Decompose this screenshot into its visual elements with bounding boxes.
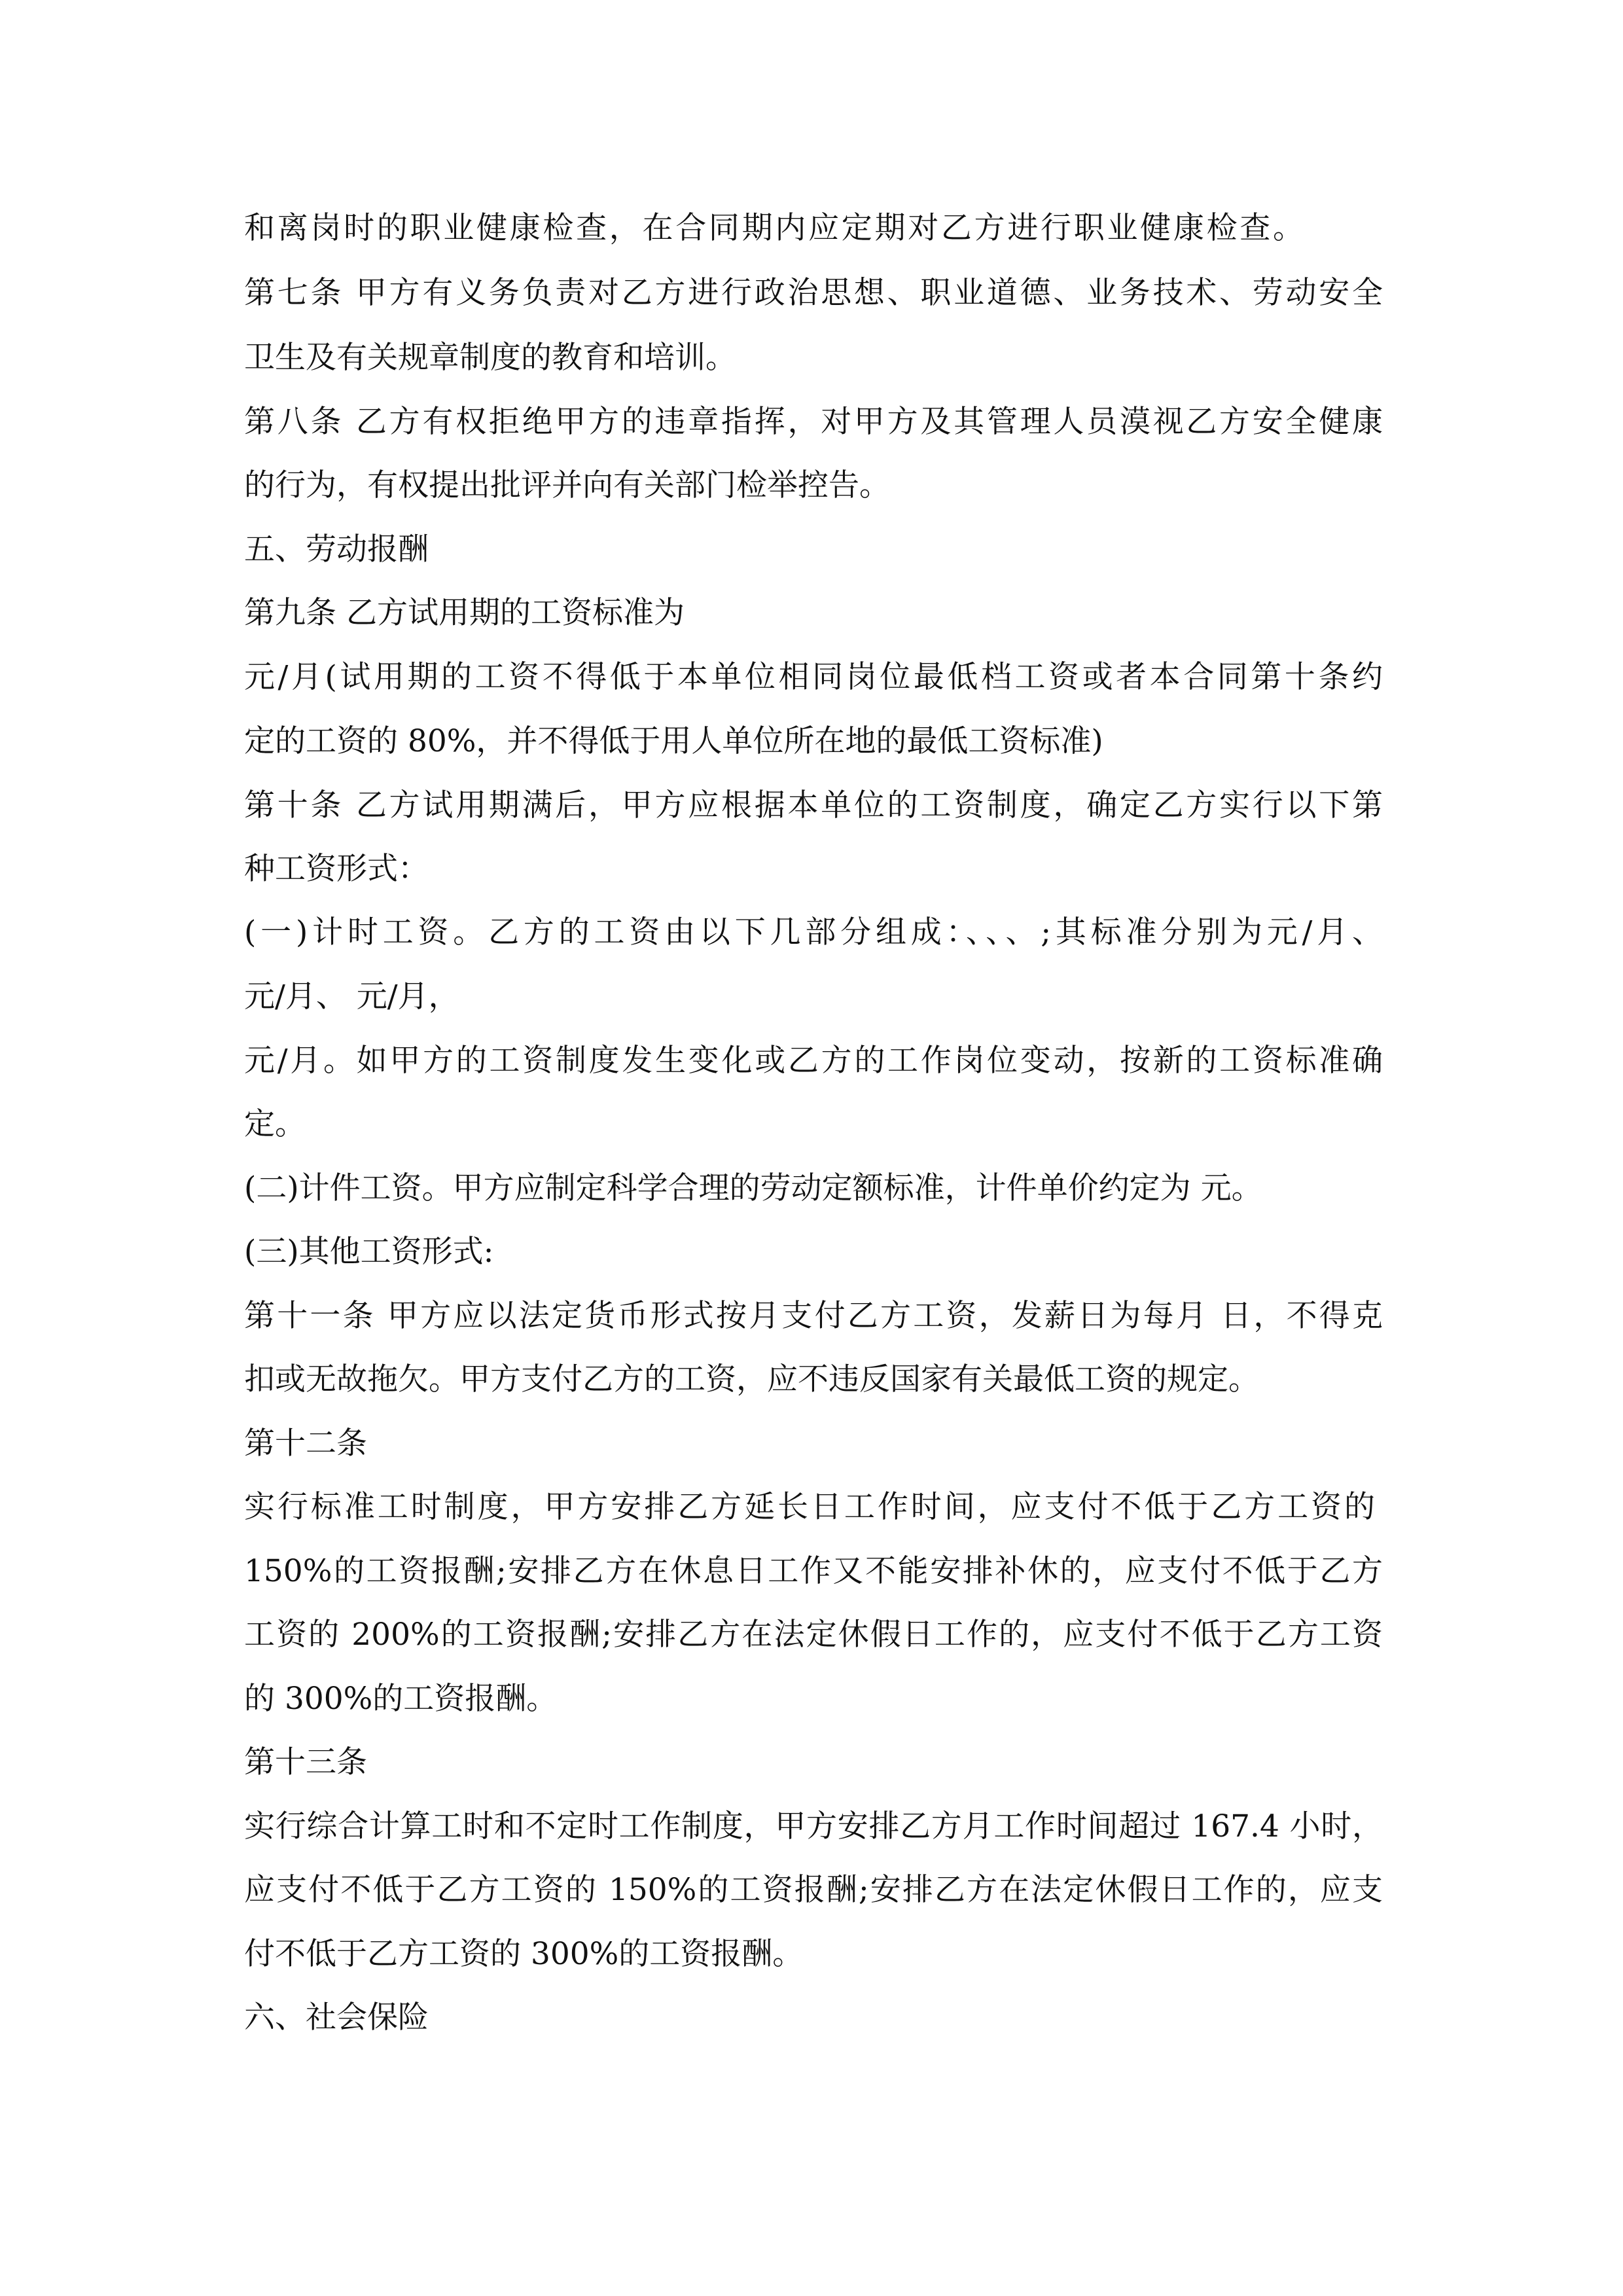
- text-line: 元/月(试用期的工资不得低于本单位相同岗位最低档工资或者本合同第十条约: [244, 659, 1383, 695]
- text-line: (三)其他工资形式:: [244, 1234, 494, 1270]
- text-line: 实行综合计算工时和不定时工作制度，甲方安排乙方月工作时间超过 167.4 小时，: [244, 1808, 1383, 1844]
- text-line: 实行标准工时制度，甲方安排乙方延长日工作时间，应支付不低于乙方工资的: [244, 1489, 1375, 1525]
- text-line: 卫生及有关规章制度的教育和培训。: [244, 340, 736, 376]
- text-line: 工资的 200%的工资报酬;安排乙方在法定休假日工作的，应支付不低于乙方工资: [244, 1617, 1383, 1653]
- text-line: 第十一条 甲方应以法定货币形式按月支付乙方工资，发薪日为每月 日，不得克: [244, 1298, 1383, 1334]
- text-line: 的 300%的工资报酬。: [244, 1681, 558, 1717]
- section-heading: 六、社会保险: [244, 2000, 429, 2036]
- text-line: 和离岗时的职业健康检查，在合同期内应定期对乙方进行职业健康检查。: [244, 210, 1304, 246]
- text-line: 定。: [244, 1106, 306, 1142]
- text-line: (二)计件工资。甲方应制定科学合理的劳动定额标准，计件单价约定为 元。: [244, 1170, 1262, 1206]
- text-line: 付不低于乙方工资的 300%的工资报酬。: [244, 1936, 804, 1972]
- text-line: 元/月。如甲方的工资制度发生变化或乙方的工作岗位变动，按新的工资标准确: [244, 1043, 1383, 1079]
- article-heading: 第十三条: [244, 1744, 367, 1780]
- text-line: 扣或无故拖欠。甲方支付乙方的工资，应不违反国家有关最低工资的规定。: [244, 1361, 1259, 1397]
- text-line: 第九条 乙方试用期的工资标准为: [244, 595, 685, 631]
- text-line: 元/月、 元/月，: [244, 978, 459, 1014]
- text-line: 应支付不低于乙方工资的 150%的工资报酬;安排乙方在法定休假日工作的，应支: [244, 1872, 1383, 1908]
- text-line: 的行为，有权提出批评并向有关部门检举控告。: [244, 467, 890, 503]
- text-line: 第七条 甲方有义务负责对乙方进行政治思想、职业道德、业务技术、劳动安全: [244, 275, 1383, 311]
- text-line: 150%的工资报酬;安排乙方在休息日工作又不能安排补休的，应支付不低于乙方: [244, 1553, 1383, 1589]
- text-line: 第十条 乙方试用期满后，甲方应根据本单位的工资制度，确定乙方实行以下第: [244, 787, 1383, 823]
- text-line: (一)计时工资。乙方的工资由以下几部分组成：、、、;其标准分别为元/月、: [244, 914, 1383, 950]
- section-heading: 五、劳动报酬: [244, 531, 429, 567]
- article-heading: 第十二条: [244, 1426, 367, 1462]
- text-line: 第八条 乙方有权拒绝甲方的违章指挥，对甲方及其管理人员漠视乙方安全健康: [244, 404, 1383, 440]
- text-line: 定的工资的 80%，并不得低于用人单位所在地的最低工资标准): [244, 723, 1103, 759]
- text-line: 种工资形式：: [244, 851, 429, 887]
